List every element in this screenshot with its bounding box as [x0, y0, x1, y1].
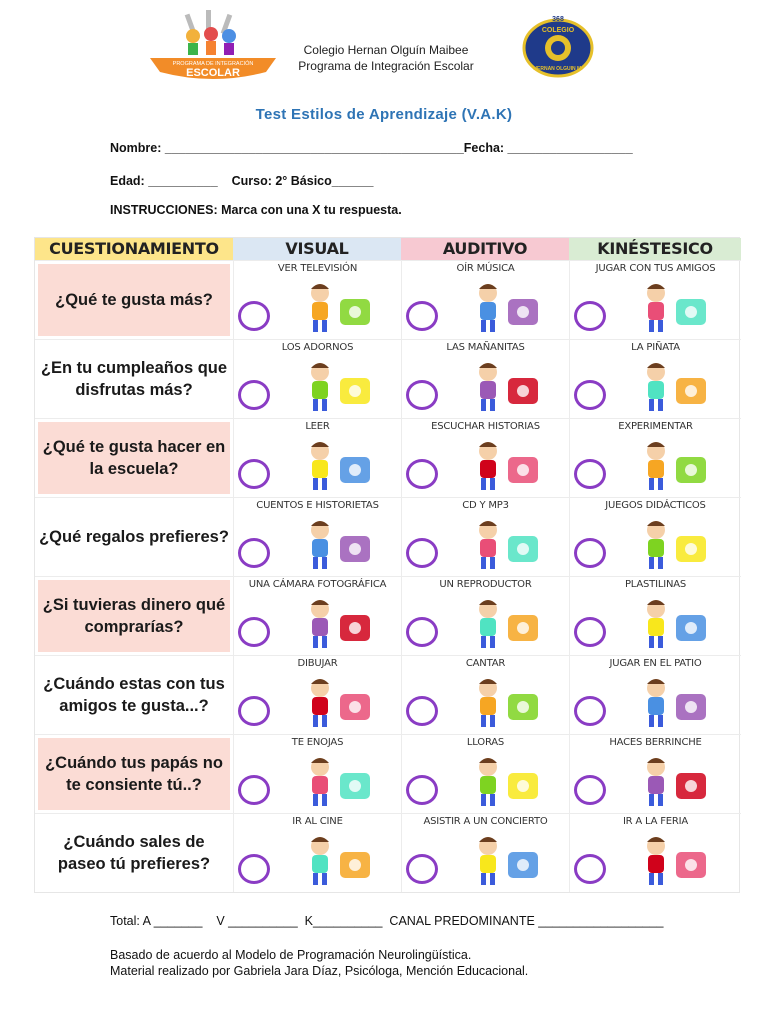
option-label: HACES BERRINCHE	[609, 737, 702, 748]
illustration-icon	[616, 751, 726, 809]
option-label: CUENTOS E HISTORIETAS	[256, 500, 379, 511]
illustration-icon	[280, 514, 390, 572]
answer-circle[interactable]	[574, 459, 606, 489]
option-auditivo	[401, 340, 569, 418]
answer-circle[interactable]	[574, 696, 606, 726]
table-row	[35, 655, 741, 733]
answer-circle[interactable]	[406, 301, 438, 331]
option-label: EXPERIMENTAR	[618, 421, 693, 432]
table-row	[35, 418, 741, 496]
total-line[interactable]: Total: A _______ V __________ K__________ CANAL PREDOMINANTE __________________	[110, 914, 664, 928]
answer-circle[interactable]	[238, 538, 270, 568]
answer-circle[interactable]	[238, 380, 270, 410]
option-auditivo	[401, 261, 569, 339]
question-cell: ¿Qué te gusta hacer en la escuela?	[38, 422, 230, 494]
option-label: PLASTILINAS	[624, 579, 687, 590]
answer-circle[interactable]	[238, 459, 270, 489]
illustration-icon	[280, 751, 390, 809]
option-label: JUEGOS DIDÁCTICOS	[605, 500, 706, 511]
header-kinestesico: KINÉSTESICO	[569, 238, 741, 260]
crest-mid: COLEGIO	[541, 27, 575, 34]
answer-circle[interactable]	[574, 538, 606, 568]
illustration-icon	[616, 356, 726, 414]
option-label: LLORAS	[466, 737, 505, 748]
option-auditivo	[401, 419, 569, 497]
option-visual	[233, 656, 401, 734]
option-label: CD Y MP3	[462, 500, 509, 511]
question-cell: ¿Cuándo tus papás no te consiente tú..?	[38, 738, 230, 810]
illustration-icon	[616, 830, 726, 888]
option-auditivo	[401, 814, 569, 892]
answer-circle[interactable]	[238, 775, 270, 805]
option-label: IR A LA FERIA	[622, 816, 689, 827]
option-label: LAS MAÑANITAS	[446, 342, 525, 353]
question-cell: ¿Cuándo estas con tus amigos te gusta...?	[38, 659, 230, 731]
illustration-icon	[280, 830, 390, 888]
crest-top: 368	[552, 16, 564, 23]
answer-circle[interactable]	[574, 617, 606, 647]
illustration-icon	[616, 672, 726, 730]
option-label: UNA CÁMARA FOTOGRÁFICA	[248, 579, 387, 590]
option-label: ASISTIR A UN CONCIERTO	[423, 816, 548, 827]
option-kinestesico	[569, 577, 741, 655]
option-visual	[233, 261, 401, 339]
option-label: LOS ADORNOS	[281, 342, 354, 353]
option-label: LEER	[305, 421, 330, 432]
illustration-icon	[280, 593, 390, 651]
option-visual	[233, 814, 401, 892]
option-label: CANTAR	[465, 658, 506, 669]
illustration-icon	[448, 593, 558, 651]
option-kinestesico	[569, 814, 741, 892]
footer-note-2: Material realizado por Gabriela Jara Díaz, Psicóloga, Mención Educacional.	[110, 964, 529, 978]
illustration-icon	[280, 277, 390, 335]
option-visual	[233, 498, 401, 576]
table-row	[35, 497, 741, 575]
illustration-icon	[448, 830, 558, 888]
question-cell: ¿Si tuvieras dinero qué comprarías?	[38, 580, 230, 652]
school-crest	[520, 12, 596, 78]
table-row	[35, 339, 741, 417]
question-cell: ¿Qué te gusta más?	[38, 264, 230, 336]
illustration-icon	[448, 672, 558, 730]
age-course-field[interactable]: Edad: __________ Curso: 2° Básico______	[110, 174, 374, 188]
question-cell: ¿Cuándo sales de paseo tú prefieres?	[38, 817, 230, 889]
header-question: CUESTIONAMIENTO	[35, 238, 233, 260]
option-visual	[233, 735, 401, 813]
question-cell: ¿En tu cumpleaños que disfrutas más?	[38, 343, 230, 415]
page-title: Test Estilos de Aprendizaje (V.A.K)	[255, 106, 513, 123]
answer-circle[interactable]	[574, 854, 606, 884]
answer-circle[interactable]	[406, 854, 438, 884]
option-auditivo	[401, 656, 569, 734]
option-label: JUGAR EN EL PATIO	[609, 658, 702, 669]
answer-circle[interactable]	[406, 696, 438, 726]
option-label: ESCUCHAR HISTORIAS	[431, 421, 540, 432]
illustration-icon	[448, 356, 558, 414]
answer-circle[interactable]	[238, 617, 270, 647]
program-name: Programa de Integración Escolar	[298, 59, 474, 73]
footer-note-1: Basado de acuerdo al Modelo de Programación Neurolingüística.	[110, 948, 472, 962]
illustration-icon	[616, 514, 726, 572]
table-row	[35, 260, 741, 338]
answer-circle[interactable]	[406, 775, 438, 805]
option-visual	[233, 419, 401, 497]
answer-circle[interactable]	[238, 696, 270, 726]
answer-circle[interactable]	[238, 854, 270, 884]
question-cell: ¿Qué regalos prefieres?	[38, 501, 230, 573]
option-label: JUGAR CON TUS AMIGOS	[595, 263, 716, 274]
answer-circle[interactable]	[406, 459, 438, 489]
option-auditivo	[401, 577, 569, 655]
option-label: LA PIÑATA	[631, 342, 680, 353]
option-label: DIBUJAR	[297, 658, 338, 669]
answer-circle[interactable]	[574, 380, 606, 410]
option-label: UN REPRODUCTOR	[439, 579, 532, 590]
answer-circle[interactable]	[574, 775, 606, 805]
answer-circle[interactable]	[406, 380, 438, 410]
answer-circle[interactable]	[238, 301, 270, 331]
header-auditivo: AUDITIVO	[401, 238, 569, 260]
program-logo	[148, 10, 278, 84]
option-label: IR AL CINE	[292, 816, 343, 827]
name-date-field[interactable]: Nombre: ___________________________________________Fecha: __________________	[110, 141, 633, 155]
crest-bottom: HERNAN OLGUIN M.	[533, 66, 583, 72]
logo-text-1: PROGRAMA DE INTEGRACIÓN	[172, 61, 254, 67]
option-label: VER TELEVISIÓN	[277, 263, 358, 274]
option-visual	[233, 577, 401, 655]
illustration-icon	[280, 672, 390, 730]
illustration-icon	[448, 751, 558, 809]
option-kinestesico	[569, 656, 741, 734]
option-label: OÍR MÚSICA	[456, 263, 515, 274]
logo-text-2: ESCOLAR	[186, 67, 240, 79]
option-kinestesico	[569, 340, 741, 418]
header-visual: VISUAL	[233, 238, 401, 260]
illustration-icon	[616, 593, 726, 651]
answer-circle[interactable]	[574, 301, 606, 331]
option-kinestesico	[569, 419, 741, 497]
instructions: INSTRUCCIONES: Marca con una X tu respuesta.	[110, 203, 402, 217]
vak-questionnaire-table	[34, 237, 740, 893]
table-row	[35, 734, 741, 812]
option-auditivo	[401, 498, 569, 576]
option-kinestesico	[569, 261, 741, 339]
option-visual	[233, 340, 401, 418]
answer-circle[interactable]	[406, 538, 438, 568]
option-kinestesico	[569, 498, 741, 576]
illustration-icon	[280, 435, 390, 493]
option-label: TE ENOJAS	[291, 737, 344, 748]
answer-circle[interactable]	[406, 617, 438, 647]
option-kinestesico	[569, 735, 741, 813]
illustration-icon	[616, 277, 726, 335]
illustration-icon	[616, 435, 726, 493]
school-heading	[286, 42, 486, 74]
illustration-icon	[280, 356, 390, 414]
table-row	[35, 813, 741, 891]
option-auditivo	[401, 735, 569, 813]
illustration-icon	[448, 514, 558, 572]
illustration-icon	[448, 277, 558, 335]
illustration-icon	[448, 435, 558, 493]
table-row	[35, 576, 741, 654]
school-name: Colegio Hernan Olguín Maibee	[303, 43, 469, 57]
